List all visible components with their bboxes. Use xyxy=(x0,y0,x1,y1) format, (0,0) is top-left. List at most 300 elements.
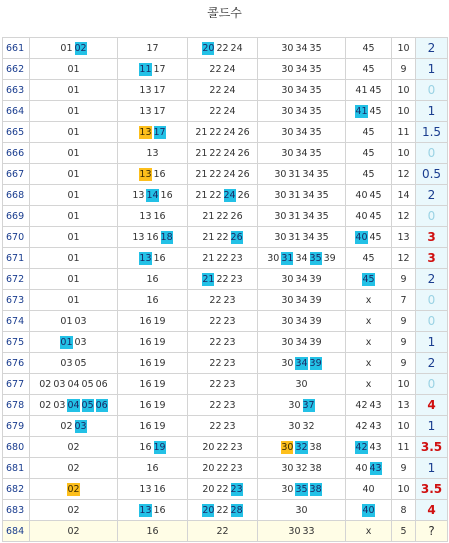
number: 22 xyxy=(209,63,222,75)
number: 03 xyxy=(74,336,87,348)
number: 16 xyxy=(153,504,166,516)
result-cell xyxy=(416,248,448,269)
result-cell xyxy=(416,521,448,542)
number: 39 xyxy=(309,273,322,285)
group-10s-cell xyxy=(118,122,188,143)
result-cell xyxy=(416,164,448,185)
count-cell: 9 xyxy=(392,458,416,479)
group-20s-cell xyxy=(188,500,258,521)
number: 13 xyxy=(132,231,145,243)
group-40s-cell xyxy=(346,290,392,311)
group-40s-cell xyxy=(346,80,392,101)
number: 35 xyxy=(309,147,322,159)
number: 24 xyxy=(223,84,236,96)
round-number: 680 xyxy=(3,437,30,458)
group-30s-cell xyxy=(258,269,346,290)
bonus-number: 13 xyxy=(139,126,152,138)
result-cell xyxy=(416,416,448,437)
number: 16 xyxy=(160,189,173,201)
result-value: 0 xyxy=(427,377,436,391)
group-20s-cell xyxy=(188,248,258,269)
group-30s-cell xyxy=(258,332,346,353)
group-20s-cell xyxy=(188,458,258,479)
table-row xyxy=(3,353,448,374)
number: 23 xyxy=(230,252,243,264)
number: 21 xyxy=(195,168,208,180)
group-40s-cell xyxy=(346,353,392,374)
group-20s-cell xyxy=(188,101,258,122)
group-10s-cell xyxy=(118,206,188,227)
count-cell: 8 xyxy=(392,500,416,521)
group-40s-cell xyxy=(346,332,392,353)
result-value: 3 xyxy=(427,230,436,244)
number: 34 xyxy=(295,252,308,264)
number: 02 xyxy=(60,420,73,432)
number: 38 xyxy=(309,462,322,474)
number: 22 xyxy=(209,105,222,117)
number: 34 xyxy=(295,147,308,159)
number: 01 xyxy=(60,42,73,54)
count-cell: 9 xyxy=(392,353,416,374)
count-cell: 13 xyxy=(392,395,416,416)
round-number: 683 xyxy=(3,500,30,521)
table-row xyxy=(3,59,448,80)
highlighted-number: 32 xyxy=(295,441,308,453)
table-row xyxy=(3,122,448,143)
group-40s-cell xyxy=(346,500,392,521)
round-number: 679 xyxy=(3,416,30,437)
round-number: 670 xyxy=(3,227,30,248)
result-value: 4 xyxy=(427,503,436,517)
number: 01 xyxy=(67,126,80,138)
number: 21 xyxy=(202,252,215,264)
table-row xyxy=(3,143,448,164)
highlighted-number: 01 xyxy=(60,336,73,348)
number: 30 xyxy=(281,462,294,474)
group-30s-cell xyxy=(258,122,346,143)
number: 30 xyxy=(274,231,287,243)
highlighted-number: 17 xyxy=(153,126,166,138)
number: 34 xyxy=(295,273,308,285)
number: 31 xyxy=(288,231,301,243)
highlighted-number: 39 xyxy=(309,357,322,369)
number: 34 xyxy=(302,231,315,243)
number: 40 xyxy=(355,189,368,201)
group-1-9-cell xyxy=(30,479,118,500)
highlighted-number: 40 xyxy=(362,504,375,516)
round-number: 669 xyxy=(3,206,30,227)
result-cell xyxy=(416,59,448,80)
number: 17 xyxy=(146,42,159,54)
group-10s-cell xyxy=(118,437,188,458)
number: 02 xyxy=(67,441,80,453)
number: 24 xyxy=(223,105,236,117)
number: 22 xyxy=(216,483,229,495)
group-40s-cell xyxy=(346,59,392,80)
group-30s-cell xyxy=(258,374,346,395)
bonus-number: 13 xyxy=(139,168,152,180)
number: 45 xyxy=(362,63,375,75)
number: 31 xyxy=(288,189,301,201)
group-1-9-cell xyxy=(30,290,118,311)
group-10s-cell xyxy=(118,416,188,437)
number: 30 xyxy=(281,315,294,327)
number: x xyxy=(365,378,372,390)
group-30s-cell xyxy=(258,416,346,437)
round-number: 676 xyxy=(3,353,30,374)
number: x xyxy=(365,525,372,537)
group-20s-cell xyxy=(188,206,258,227)
result-cell xyxy=(416,437,448,458)
number: 01 xyxy=(67,252,80,264)
round-number: 673 xyxy=(3,290,30,311)
group-20s-cell xyxy=(188,332,258,353)
number: 03 xyxy=(60,357,73,369)
group-20s-cell xyxy=(188,311,258,332)
number: 16 xyxy=(146,462,159,474)
number: 23 xyxy=(223,336,236,348)
table-row xyxy=(3,80,448,101)
number: 23 xyxy=(230,273,243,285)
group-10s-cell xyxy=(118,311,188,332)
result-cell xyxy=(416,122,448,143)
count-cell: 14 xyxy=(392,185,416,206)
number: 30 xyxy=(281,147,294,159)
result-value: 0.5 xyxy=(421,167,442,181)
result-value: 1.5 xyxy=(421,125,442,139)
number: 01 xyxy=(67,294,80,306)
result-value: 0 xyxy=(427,209,436,223)
group-1-9-cell xyxy=(30,143,118,164)
number: 02 xyxy=(67,504,80,516)
number: 22 xyxy=(209,294,222,306)
group-30s-cell xyxy=(258,248,346,269)
group-10s-cell xyxy=(118,143,188,164)
highlighted-number: 05 xyxy=(81,399,94,411)
number: 17 xyxy=(153,105,166,117)
number: 35 xyxy=(309,42,322,54)
result-value: 0 xyxy=(427,314,436,328)
number: 23 xyxy=(223,399,236,411)
number: 16 xyxy=(139,399,152,411)
number: 23 xyxy=(230,441,243,453)
number: 16 xyxy=(153,168,166,180)
group-1-9-cell xyxy=(30,500,118,521)
result-value: 1 xyxy=(427,419,436,433)
number: 45 xyxy=(362,252,375,264)
count-cell: 12 xyxy=(392,248,416,269)
count-cell: 10 xyxy=(392,416,416,437)
number: 32 xyxy=(295,462,308,474)
number: 40 xyxy=(355,210,368,222)
number: 22 xyxy=(209,189,222,201)
number: 45 xyxy=(369,189,382,201)
round-number: 684 xyxy=(3,521,30,542)
number: 30 xyxy=(295,504,308,516)
number: 22 xyxy=(216,273,229,285)
group-40s-cell xyxy=(346,479,392,500)
group-10s-cell xyxy=(118,290,188,311)
result-value: 2 xyxy=(427,272,436,286)
number: 45 xyxy=(369,210,382,222)
group-40s-cell xyxy=(346,521,392,542)
group-20s-cell xyxy=(188,143,258,164)
round-number: 677 xyxy=(3,374,30,395)
group-30s-cell xyxy=(258,479,346,500)
number: 35 xyxy=(316,231,329,243)
table-row xyxy=(3,416,448,437)
number: 22 xyxy=(216,231,229,243)
result-cell xyxy=(416,290,448,311)
count-cell: 12 xyxy=(392,164,416,185)
highlighted-number: 45 xyxy=(362,273,375,285)
count-cell: 10 xyxy=(392,374,416,395)
number: 45 xyxy=(362,42,375,54)
number: 26 xyxy=(237,168,250,180)
group-10s-cell xyxy=(118,395,188,416)
number: 30 xyxy=(281,483,294,495)
number: 13 xyxy=(139,210,152,222)
group-30s-cell xyxy=(258,80,346,101)
number: 43 xyxy=(369,420,382,432)
number: 22 xyxy=(209,336,222,348)
highlighted-number: 24 xyxy=(223,189,236,201)
number: 26 xyxy=(230,210,243,222)
number: 01 xyxy=(67,168,80,180)
number: 03 xyxy=(74,315,87,327)
group-30s-cell xyxy=(258,101,346,122)
group-1-9-cell xyxy=(30,80,118,101)
group-30s-cell xyxy=(258,227,346,248)
round-number: 661 xyxy=(3,38,30,59)
group-20s-cell xyxy=(188,59,258,80)
result-cell xyxy=(416,395,448,416)
group-40s-cell xyxy=(346,374,392,395)
count-cell: 13 xyxy=(392,227,416,248)
number: 20 xyxy=(202,462,215,474)
number: 16 xyxy=(139,315,152,327)
number: 34 xyxy=(295,126,308,138)
highlighted-number: 02 xyxy=(74,42,87,54)
count-cell: 10 xyxy=(392,479,416,500)
number: 13 xyxy=(139,483,152,495)
number: 35 xyxy=(309,84,322,96)
number: 22 xyxy=(216,504,229,516)
number: 30 xyxy=(281,84,294,96)
number: 03 xyxy=(53,378,66,390)
round-number: 665 xyxy=(3,122,30,143)
number: 22 xyxy=(216,462,229,474)
number: 30 xyxy=(267,252,280,264)
table-row xyxy=(3,437,448,458)
number: 16 xyxy=(153,210,166,222)
number: 34 xyxy=(302,168,315,180)
number: 30 xyxy=(281,294,294,306)
number: 39 xyxy=(309,336,322,348)
round-number: 681 xyxy=(3,458,30,479)
number: 19 xyxy=(153,357,166,369)
number: 01 xyxy=(60,315,73,327)
table-row xyxy=(3,311,448,332)
group-30s-cell xyxy=(258,500,346,521)
group-30s-cell xyxy=(258,185,346,206)
count-cell: 11 xyxy=(392,122,416,143)
number: 13 xyxy=(139,105,152,117)
highlighted-number: 42 xyxy=(355,441,368,453)
number: 35 xyxy=(309,63,322,75)
number: 01 xyxy=(67,84,80,96)
number: 05 xyxy=(74,357,87,369)
group-30s-cell xyxy=(258,59,346,80)
table-row xyxy=(3,500,448,521)
number: 42 xyxy=(355,399,368,411)
number: 16 xyxy=(146,294,159,306)
number: 21 xyxy=(195,189,208,201)
number: 30 xyxy=(281,105,294,117)
group-30s-cell xyxy=(258,458,346,479)
group-10s-cell xyxy=(118,269,188,290)
round-number: 666 xyxy=(3,143,30,164)
number: 20 xyxy=(202,441,215,453)
number: 21 xyxy=(202,210,215,222)
highlighted-number: 20 xyxy=(202,504,215,516)
group-30s-cell xyxy=(258,38,346,59)
number: 30 xyxy=(288,525,301,537)
highlighted-number: 35 xyxy=(295,483,308,495)
result-value: 0 xyxy=(427,293,436,307)
table-row xyxy=(3,458,448,479)
group-1-9-cell xyxy=(30,101,118,122)
number: 16 xyxy=(146,525,159,537)
group-40s-cell xyxy=(346,269,392,290)
result-value: 2 xyxy=(427,41,436,55)
result-cell xyxy=(416,143,448,164)
group-10s-cell xyxy=(118,248,188,269)
number: 24 xyxy=(223,63,236,75)
number: 30 xyxy=(295,378,308,390)
number: 22 xyxy=(209,126,222,138)
group-20s-cell xyxy=(188,521,258,542)
highlighted-number: 23 xyxy=(230,483,243,495)
number: 31 xyxy=(288,168,301,180)
group-1-9-cell xyxy=(30,122,118,143)
count-cell: 7 xyxy=(392,290,416,311)
count-cell: 9 xyxy=(392,311,416,332)
round-number: 663 xyxy=(3,80,30,101)
number: 19 xyxy=(153,336,166,348)
group-10s-cell xyxy=(118,458,188,479)
round-number: 682 xyxy=(3,479,30,500)
count-cell: 9 xyxy=(392,269,416,290)
highlighted-number: 43 xyxy=(369,462,382,474)
group-20s-cell xyxy=(188,479,258,500)
number: 45 xyxy=(369,105,382,117)
number: 35 xyxy=(309,105,322,117)
number: 01 xyxy=(67,63,80,75)
count-cell: 9 xyxy=(392,332,416,353)
number: 22 xyxy=(216,210,229,222)
number: 06 xyxy=(95,378,108,390)
table-row xyxy=(3,332,448,353)
number: 17 xyxy=(153,63,166,75)
result-value: 1 xyxy=(427,104,436,118)
result-cell xyxy=(416,38,448,59)
group-40s-cell xyxy=(346,185,392,206)
number: 43 xyxy=(369,399,382,411)
number: 39 xyxy=(309,294,322,306)
count-cell: 10 xyxy=(392,143,416,164)
number: 16 xyxy=(153,483,166,495)
number: 03 xyxy=(53,399,66,411)
result-value: 2 xyxy=(427,188,436,202)
number: 22 xyxy=(209,399,222,411)
group-20s-cell xyxy=(188,185,258,206)
bonus-number: 02 xyxy=(67,483,80,495)
round-number: 671 xyxy=(3,248,30,269)
table-row xyxy=(3,101,448,122)
number: 24 xyxy=(223,168,236,180)
highlighted-number: 18 xyxy=(160,231,173,243)
highlighted-number: 14 xyxy=(146,189,159,201)
highlighted-number: 26 xyxy=(230,231,243,243)
number: 23 xyxy=(230,462,243,474)
group-20s-cell xyxy=(188,416,258,437)
number: 02 xyxy=(67,525,80,537)
number: 17 xyxy=(153,84,166,96)
number: 30 xyxy=(274,210,287,222)
number: 34 xyxy=(302,189,315,201)
number: 16 xyxy=(139,378,152,390)
result-value: 1 xyxy=(427,335,436,349)
result-cell xyxy=(416,227,448,248)
count-cell: 9 xyxy=(392,59,416,80)
number: 30 xyxy=(281,357,294,369)
group-1-9-cell xyxy=(30,353,118,374)
number: 45 xyxy=(369,231,382,243)
result-cell xyxy=(416,185,448,206)
result-value: 3.5 xyxy=(420,482,443,496)
highlighted-number: 11 xyxy=(139,63,152,75)
number: 42 xyxy=(355,420,368,432)
highlighted-number: 34 xyxy=(295,357,308,369)
number: 30 xyxy=(281,273,294,285)
group-40s-cell xyxy=(346,206,392,227)
number: 21 xyxy=(195,126,208,138)
group-1-9-cell xyxy=(30,164,118,185)
number: 04 xyxy=(67,378,80,390)
highlighted-number: 41 xyxy=(355,105,368,117)
round-number: 678 xyxy=(3,395,30,416)
number: 16 xyxy=(153,252,166,264)
group-1-9-cell xyxy=(30,185,118,206)
result-value: 4 xyxy=(427,398,436,412)
number: 13 xyxy=(146,147,159,159)
result-cell xyxy=(416,479,448,500)
number: 02 xyxy=(39,378,52,390)
number: 13 xyxy=(139,84,152,96)
number: 34 xyxy=(295,336,308,348)
number: 32 xyxy=(302,420,315,432)
number: 34 xyxy=(295,84,308,96)
number: 34 xyxy=(295,105,308,117)
result-cell xyxy=(416,101,448,122)
highlighted-number: 04 xyxy=(67,399,80,411)
number: 35 xyxy=(309,126,322,138)
group-30s-cell xyxy=(258,395,346,416)
number: 19 xyxy=(153,399,166,411)
number: 35 xyxy=(316,210,329,222)
group-1-9-cell xyxy=(30,59,118,80)
